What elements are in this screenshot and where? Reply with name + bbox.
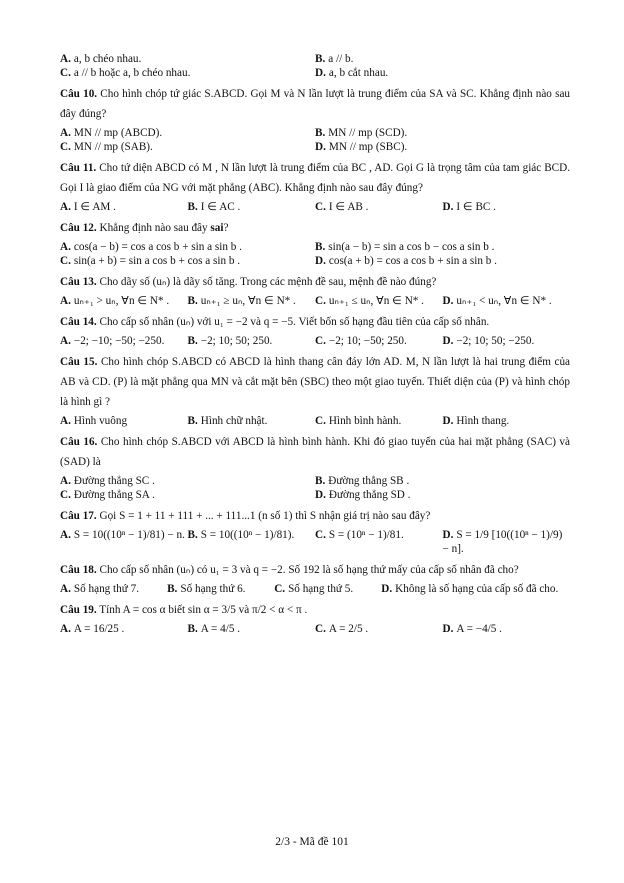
question-16: Câu 16. Cho hình chóp S.ABCD với ABCD là hình bình hành. Khi đó giao tuyến của hai mặt phẳng (SAC) và (SAD) là [60,436,570,468]
q13-option-d: D. uₙ₊₁ < uₙ, ∀n ∈ N* . [442,295,552,307]
q18-option-a: A. Số hạng thứ 7. [60,583,139,595]
q10-option-c: C. MN // mp (SAB). [60,141,153,153]
q17-option-d: D. S = 1/9 [10((10ⁿ − 1)/9) − n]. [442,529,563,555]
q18-option-c: C. Số hạng thứ 5. [274,583,354,595]
q19-option-d: D. A = −4/5 . [442,623,502,635]
q10-option-b: B. MN // mp (SCD). [315,127,408,139]
q10-option-d: D. MN // mp (SBC). [315,141,408,153]
q15-option-c: C. Hình bình hành. [315,415,402,427]
q14-option-d: D. −2; 10; 50; −250. [442,335,535,347]
q16-option-b: B. Đường thẳng SB . [315,475,410,487]
q12-option-a: A. cos(a − b) = cos a cos b + sin a sin b . [60,241,242,253]
q18-option-d: D. Không là số hạng của cấp số đã cho. [381,583,559,595]
q19-options [60,622,570,636]
q18-option-b: B. Số hạng thứ 6. [167,583,246,595]
q19-option-b: B. A = 4/5 . [187,623,241,635]
q14-option-a: A. −2; −10; −50; −250. [60,335,165,347]
q11-option-a: A. I ∈ AM . [60,201,116,213]
q14-option-b: B. −2; 10; 50; 250. [187,335,273,347]
q12-option-b: B. sin(a − b) = sin a cos b − cos a sin b . [315,241,495,253]
q13-option-a: A. uₙ₊₁ > uₙ, ∀n ∈ N* . [60,295,170,307]
question-12: Câu 12. Khẳng định nào sau đây sai? [60,222,229,234]
q16-option-d: D. Đường thẳng SD . [315,489,411,501]
q19-option-c: C. A = 2/5 . [315,623,369,635]
q17-option-c: C. S = (10ⁿ − 1)/81. [315,529,404,541]
page-footer: 2/3 - Mã đề 101 [275,836,349,848]
q9-option-c: C. a // b hoặc a, b chéo nhau. [60,67,191,79]
q13-option-b: B. uₙ₊₁ ≥ uₙ, ∀n ∈ N* . [187,295,296,307]
question-19: Câu 19. Tính A = cos α biết sin α = 3/5 và π/2 < α < π . [60,604,308,616]
q17-options [60,528,570,556]
q13-options [60,294,570,308]
q15-options [60,414,570,428]
q17-option-b: B. S = 10((10ⁿ − 1)/81). [187,529,295,541]
question-15: Câu 15. Cho hình chóp S.ABCD có ABCD là hình thang cân đáy lớn AD. M, N lần lượt là hai trung điểm của AB và CD. (P) là mặt phẳng qua MN và cắt mặt bên (SBC) theo một giao tuyến. Thiết diện của (P) và hình chóp là hình gì ? [60,356,570,408]
question-14: Câu 14. Cho cấp số nhân (uₙ) với u₁ = −2 và q = −5. Viết bốn số hạng đầu tiên của cấp số nhân. [60,316,490,328]
question-11: Câu 11. Cho tứ diện ABCD có M , N lần lượt là trung điểm của BC , AD. Gọi G là trọng tâm của tam giác BCD. Gọi I là giao điểm của NG với mặt phẳng (ABC). Khẳng định nào sau đây đúng? [60,162,571,194]
q16-options [60,474,570,502]
q15-option-a: A. Hình vuông [60,415,128,427]
q9-option-b: B. a // b. [315,53,354,65]
q10-option-a: A. MN // mp (ABCD). [60,127,163,139]
exam-page [60,50,570,636]
question-10: Câu 10. Cho hình chóp tứ giác S.ABCD. Gọi M và N lần lượt là trung điểm của SA và SC. Khẳng định nào sau đây đúng? [60,88,571,120]
q12-option-c: C. sin(a + b) = sin a cos b + cos a sin b . [60,255,241,267]
q10-options [60,126,570,154]
q19-option-a: A. A = 16/25 . [60,623,125,635]
q14-options [60,334,570,348]
q11-option-c: C. I ∈ AB . [315,201,369,213]
q14-option-c: C. −2; 10; −50; 250. [315,335,407,347]
q18-options [60,582,570,596]
q11-option-b: B. I ∈ AC . [187,201,241,213]
question-18: Câu 18. Cho cấp số nhân (uₙ) có u₁ = 3 và q = −2. Số 192 là số hạng thứ mấy của cấp số nhân đã cho? [60,564,519,576]
question-17: Câu 17. Gọi S = 1 + 11 + 111 + ... + 111...1 (n số 1) thì S nhận giá trị nào sau đây? [60,510,431,522]
q9-options [60,52,570,80]
question-13: Câu 13. Cho dãy số (uₙ) là dãy số tăng. Trong các mệnh đề sau, mệnh đề nào đúng? [60,276,437,288]
q16-option-a: A. Đường thẳng SC . [60,475,155,487]
q9-option-d: D. a, b cắt nhau. [315,67,389,79]
q15-option-b: B. Hình chữ nhật. [187,415,268,427]
q16-option-c: C. Đường thẳng SA . [60,489,155,501]
q9-option-a: A. a, b chéo nhau. [60,53,142,65]
q12-option-d: D. cos(a + b) = cos a cos b + sin a sin b . [315,255,497,267]
q11-options [60,200,570,214]
q17-option-a: A. S = 10((10ⁿ − 1)/81) − n. [60,529,185,541]
q12-options [60,240,570,268]
q11-option-d: D. I ∈ BC . [442,201,496,213]
q15-option-d: D. Hình thang. [442,415,510,427]
q13-option-c: C. uₙ₊₁ ≤ uₙ, ∀n ∈ N* . [315,295,424,307]
